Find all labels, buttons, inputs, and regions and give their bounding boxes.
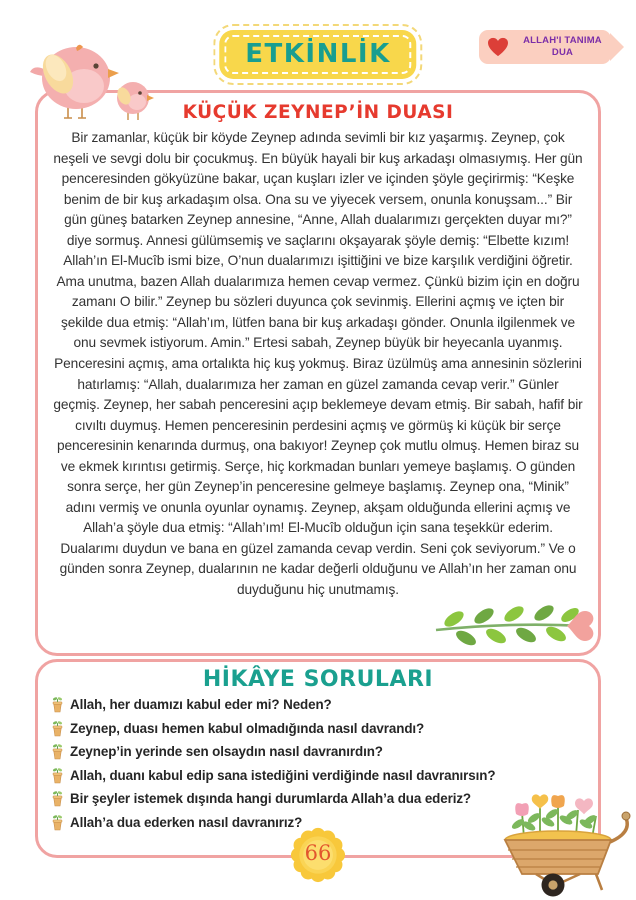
flower-pot-icon (50, 743, 65, 760)
story-card (35, 90, 601, 656)
flower-pot-icon (50, 696, 65, 713)
question-text: Zeynep, duası hemen kabul olmadığında nasıl davrandı? (70, 720, 425, 736)
question-text: Bir şeyler istemek dışında hangi durumlarda Allah’a dua ederiz? (70, 791, 471, 806)
page-number-badge (290, 827, 346, 883)
question-item (50, 720, 588, 737)
activity-badge-label: ETKİNLİK (219, 30, 416, 79)
heart-icon (487, 37, 509, 57)
question-item (50, 696, 588, 713)
question-text: Allah, her duamızı kabul eder mi? Neden? (70, 697, 332, 712)
question-item (50, 743, 588, 760)
flower-pot-icon (50, 790, 65, 807)
questions-title: HİKÂYE SORULARI (202, 667, 434, 692)
story-title: KÜÇÜK ZEYNEP’İN DUASI (182, 102, 454, 123)
question-text: Allah’a dua ederken nasıl davranırız? (70, 814, 303, 830)
leaf-branch-heart-flower-icon (432, 598, 614, 656)
pink-birds-illustration (16, 40, 158, 124)
flower-wheelbarrow-illustration (496, 782, 636, 898)
flower-pot-icon (50, 720, 65, 737)
page-number: 66 (304, 841, 332, 865)
unit-badge (479, 30, 611, 64)
unit-badge-line2: DUA (551, 47, 574, 58)
flower-pot-icon (50, 767, 65, 784)
activity-badge (213, 24, 422, 85)
flower-pot-icon (50, 814, 65, 831)
unit-badge-line1: ALLAH'I TANIMA (523, 35, 602, 47)
story-paragraph: Bir zamanlar, küçük bir köyde Zeynep adında sevimli bir kız yaşarmış. Zeynep, çok neşeli ve sevgi dolu bir çocukmuş. En büyük hayali bir kuş arkadaşı olmasıymış. Her gün penceresinden gökyüzüne bakar, uçan kuşları izler ve içinden şöyle geçirirmiş: “Keşke benim de bir kuş arkadaşım olsa. Ona su ve yiyecek versem, onunla konuşsam...” Bir gün güneş batarken Zeynep annesine, “Anne, Allah dualarımızı gerçekten duyar mı?” diye sormuş. Annesi gülümsemiş ve saçlarını okşayarak şöyle demiş: “Elbette kızım! Allah’ın El-Mucîb ismi bize, O’nun dualarımızı işittiğini ve bize karşılık verdiğini öğretir. Ama unutma, bazen Allah dualarımıza hemen cevap vermez. Çünkü bizim için en doğru zamanı O bilir.” Zeynep bu sözleri duyunca çok sevinmiş. Ellerini açmış ve içten bir şekilde dua etmiş: “Allah’ım, lütfen bana bir kuş arkadaşı gönder. Onunla ilgilenmek ve onu sevmek istiyorum. Amin.” Ertesi sabah, Zeynep büyük bir heyecanla uyanmış. Penceresini açmış, ama ortalıkta hiç kuş yokmuş. Biraz üzülmüş ama annesinin sözlerini hatırlamış: “Allah, dualarımıza her zaman en güzel zamanda cevap verir.” Günler geçmiş. Zeynep, her sabah penceresini açıp beklemeye devam etmiş. Bir sabah, hafif bir cıvıltı duymuş. Hemen penceresinin perdesini açmış ve görmüş ki küçük bir serçe penceresinin kenarında durmuş, ona bakıyor! Zeynep çok mutlu olmuş. Hemen biraz su ve ekmek kırıntısı getirmiş. Serçe, hiç korkmadan bunları yemeye başlamış. O günden sonra serçe, her gün Zeynep’in penceresine gelmeye başlamış. Zeynep ona, “Minik” adını vermiş ve onunla oyunlar oynamış. Zeynep, akşam olduğunda ellerini açmış ve Allah’a şöyle dua etmiş: “Allah’ım! El-Mucîb olduğun için sana teşekkür ederim. Dualarımı duydun ve bana en güzel zamanda cevap verdin. Seni çok seviyorum.” Ve o günden sonra Zeynep, dualarının ne kadar değerli olduğunu ve Allah’ın her zaman onu duyduğunu hiç unutmamış. (53, 130, 583, 598)
question-item (50, 767, 588, 784)
unit-badge-label (514, 35, 611, 59)
question-text: Zeynep’in yerinde sen olsaydın nasıl davranırdın? (70, 744, 383, 759)
question-text: Allah, duanı kabul edip sana istediğini verdiğinde nasıl davranırsın? (70, 767, 496, 783)
